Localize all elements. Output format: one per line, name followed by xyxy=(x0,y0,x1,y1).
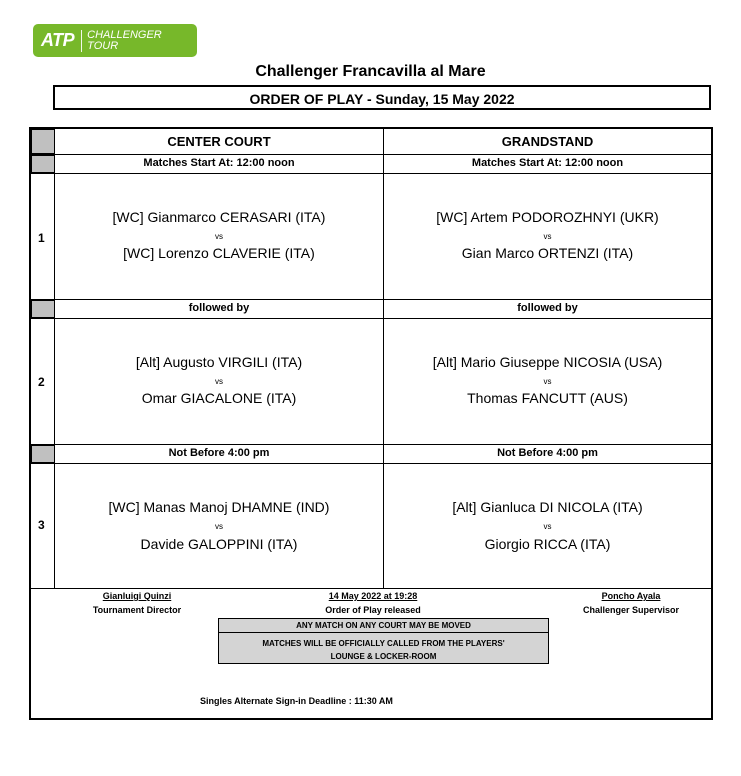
vs-label: vs xyxy=(215,522,223,531)
director-title: Tournament Director xyxy=(92,605,182,615)
row-rule xyxy=(31,299,711,300)
player-2: Gian Marco ORTENZI (ITA) xyxy=(461,245,634,261)
released-timestamp: 14 May 2022 at 19:28 xyxy=(328,591,418,601)
start-time-grandstand: Matches Start At: 12:00 noon xyxy=(471,157,624,169)
match-number: 3 xyxy=(38,518,45,532)
player-2: [WC] Lorenzo CLAVERIE (ITA) xyxy=(123,245,315,261)
player-1: [Alt] Augusto VIRGILI (ITA) xyxy=(135,354,303,370)
row-rule xyxy=(31,463,711,464)
notice-line2: LOUNGE & LOCKER-ROOM xyxy=(330,652,437,661)
vs-label: vs xyxy=(543,232,552,241)
row-rule xyxy=(31,588,711,589)
row-rule xyxy=(31,318,711,319)
notice-matches-called xyxy=(218,632,549,664)
player-1: [WC] Artem PODOROZHNYI (UKR) xyxy=(436,209,659,225)
row-bar-marker xyxy=(31,300,55,318)
match-number: 2 xyxy=(38,375,45,389)
player-2: Davide GALOPPINI (ITA) xyxy=(140,536,298,552)
deadline-time: 11:30 AM xyxy=(354,696,393,706)
match-number: 1 xyxy=(38,231,45,245)
released-label: Order of Play released xyxy=(325,605,421,615)
supervisor-name: Poncho Ayala xyxy=(601,591,661,601)
start-time-center: Matches Start At: 12:00 noon xyxy=(143,157,295,169)
header-rule xyxy=(31,154,711,155)
atp-challenger-logo xyxy=(33,24,197,57)
followed-by-grandstand: followed by xyxy=(517,302,578,314)
player-1: [Alt] Mario Giuseppe NICOSIA (USA) xyxy=(432,354,663,370)
not-before-center: Not Before 4:00 pm xyxy=(168,447,270,459)
player-1: [Alt] Gianluca DI NICOLA (ITA) xyxy=(452,499,643,515)
logo-line1: CHALLENGER xyxy=(87,28,162,41)
court-header-grandstand: GRANDSTAND xyxy=(501,134,594,149)
deadline-label: Singles Alternate Sign-in Deadline : xyxy=(200,696,352,706)
row-rule xyxy=(31,444,711,445)
row-bar-marker xyxy=(31,155,55,173)
logo-challenger-tour xyxy=(87,30,162,52)
supervisor-title: Challenger Supervisor xyxy=(582,605,680,615)
player-1: [WC] Gianmarco CERASARI (ITA) xyxy=(112,209,326,225)
tournament-title: Challenger Francavilla al Mare xyxy=(255,63,486,80)
vs-label: vs xyxy=(543,377,552,386)
corner-cell xyxy=(31,129,55,154)
logo-atp-text: ATP xyxy=(41,30,75,50)
alternate-deadline xyxy=(200,696,393,706)
vs-label: vs xyxy=(215,377,223,386)
logo-divider xyxy=(81,30,82,52)
player-2: Giorgio RICCA (ITA) xyxy=(484,536,611,552)
row-rule xyxy=(31,173,711,174)
player-1: [WC] Manas Manoj DHAMNE (IND) xyxy=(108,499,330,515)
director-name: Gianluigi Quinzi xyxy=(102,591,172,601)
court-header-center: CENTER COURT xyxy=(167,134,271,149)
order-of-play-header: ORDER OF PLAY - Sunday, 15 May 2022 xyxy=(53,85,711,110)
row-bar-marker xyxy=(31,445,55,463)
notice-matches-moved: ANY MATCH ON ANY COURT MAY BE MOVED xyxy=(218,618,549,633)
notice-line1: MATCHES WILL BE OFFICIALLY CALLED FROM THE PLAYERS' xyxy=(262,639,505,648)
player-2: Omar GIACALONE (ITA) xyxy=(141,390,297,406)
player-2: Thomas FANCUTT (AUS) xyxy=(467,390,628,406)
not-before-grandstand: Not Before 4:00 pm xyxy=(497,447,598,459)
vs-label: vs xyxy=(543,522,552,531)
logo-line2: TOUR xyxy=(87,39,119,52)
followed-by-center: followed by xyxy=(188,302,250,314)
vs-label: vs xyxy=(215,232,223,241)
